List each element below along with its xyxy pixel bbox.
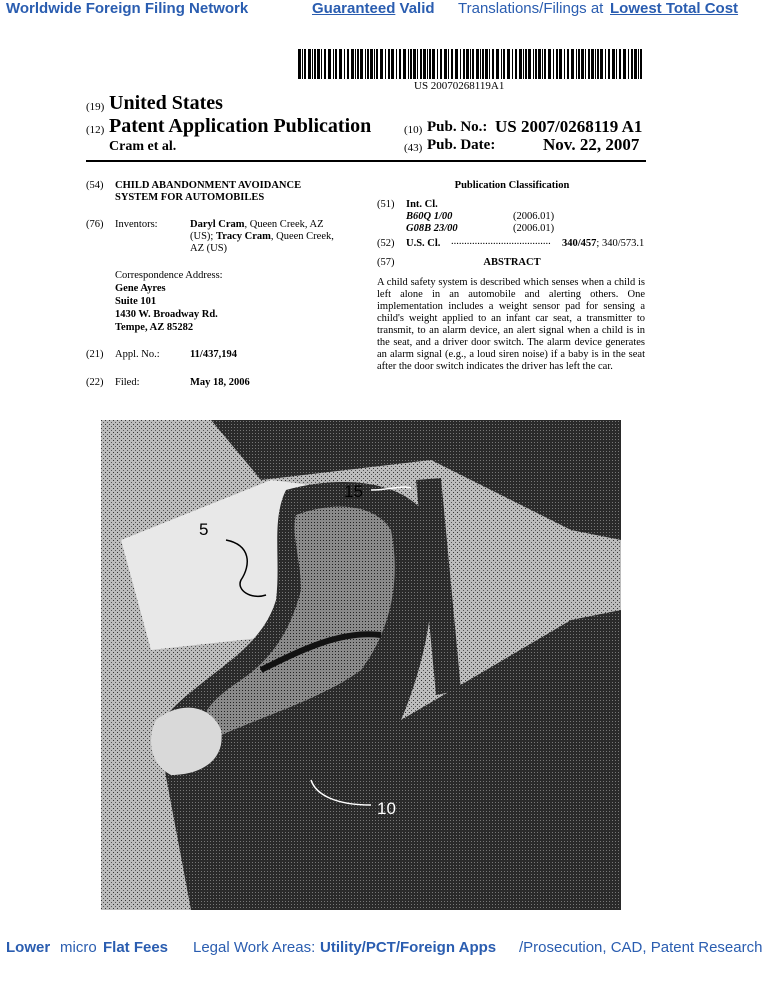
authors: Cram et al. [109,139,177,154]
filed-label: Filed: [115,377,140,388]
int-cl-label: Int. Cl. [406,199,438,210]
tag-76: (76) [86,219,104,230]
barcode-bar [501,49,502,79]
int-cl-year-1: (2006.01) [513,211,555,222]
inventor-1-name: Daryl Cram [190,219,245,230]
barcode-bar [396,49,397,79]
barcode-bar [328,49,331,79]
barcode-bar [638,49,639,79]
barcode-bar [591,49,594,79]
barcode-bar [308,49,311,79]
barcode-bar [472,49,474,79]
banner-valid: Valid [399,0,435,17]
inventors-line-1 [190,219,324,231]
barcode-bar [619,49,621,79]
barcode-bar [623,49,626,79]
country: United States [109,92,223,114]
barcode-bar [578,49,580,79]
barcode-bar [480,49,481,79]
barcode-bar [420,49,422,79]
barcode-bar [485,49,488,79]
banner-micro: micro [60,939,97,956]
title-line-2: SYSTEM FOR AUTOMOBILES [115,192,265,203]
barcode-bar [489,49,490,79]
barcode-number: US 20070268119A1 [414,80,505,92]
us-cl-label: U.S. Cl. [406,238,441,249]
us-cl-leader-dots: ...................................... [451,236,551,247]
banner-guaranteed-valid [312,0,435,17]
int-cl-year-2: (2006.01) [513,223,555,234]
inventors-line-2 [190,231,334,243]
barcode-bar [553,49,554,79]
banner-lower: Lower [6,939,51,956]
corr-line-4: Tempe, AZ 85282 [115,322,194,333]
barcode-bar [466,49,469,79]
title-line-1: CHILD ABANDONMENT AVOIDANCE [115,180,302,191]
barcode-bar [460,49,461,79]
abstract-text: A child safety system is described which senses when a child is left alone in an automobile and alerting others. One implementation includes a weight sensor pad for sensing a child's weight applied to an infant car seat, a transmitter to transmit, to an alarm device, an alert signal when a child is in the seat, and a driver door switch. The alarm device generates an alarm signal (e.g., a loud siren noise) if a baby is in the seat after the door switch indicates the driver has left the car. [377,277,645,372]
publication-classification-heading: Publication Classification [454,180,570,191]
barcode-bar [351,49,354,79]
barcode-bar [538,49,541,79]
figure-label-15: 15 [344,482,363,501]
figure-label-5: 5 [199,520,209,539]
figure-label-10: 10 [377,799,396,818]
barcode-bar [634,49,637,79]
barcode-bar [437,49,438,79]
barcode-bar [347,49,349,79]
barcode-bar [385,49,386,79]
corr-line-1: Gene Ayres [115,283,166,294]
tag-21: (21) [86,349,104,360]
barcode-bar [321,49,322,79]
barcode-bar [333,49,334,79]
barcode-bar [380,49,383,79]
barcode-bar [576,49,577,79]
barcode-bar [427,49,428,79]
tag-51: (51) [377,199,395,210]
barcode-bar [616,49,617,79]
tag-22: (22) [86,377,104,388]
barcode-bar [312,49,313,79]
barcode-bar [640,49,642,79]
barcode-bar [595,49,596,79]
int-cl-code-2: G08B 23/00 [406,223,458,234]
banner-network-text: Worldwide Foreign Filing Network [6,0,249,17]
barcode-bar [399,49,401,79]
abstract-heading: ABSTRACT [483,257,541,268]
barcode-bar [357,49,359,79]
header-rule [86,160,646,162]
barcode-bar [581,49,584,79]
barcode-bar [476,49,479,79]
inventors-line-3: AZ (US) [190,243,228,254]
barcode-bar [376,49,378,79]
barcode-bar [374,49,375,79]
barcode-bar [324,49,326,79]
tag-57: (57) [377,257,395,268]
barcode-bar [370,49,373,79]
barcode-bar [463,49,465,79]
barcode-bar [408,49,409,79]
barcode-bar [367,49,369,79]
tag-54: (54) [86,180,104,191]
inventor-1-country: (US); [190,231,214,242]
barcode-bar [535,49,537,79]
barcode-bar [492,49,494,79]
barcode-bar [528,49,531,79]
barcode-bar [519,49,522,79]
barcode-bar [548,49,551,79]
corr-line-3: 1430 W. Broadway Rd. [115,309,218,320]
barcode [298,49,646,79]
barcode-bar [339,49,342,79]
barcode-bar [585,49,586,79]
barcode-bar [597,49,599,79]
patent-figure-car-seat [101,420,621,910]
barcode-bar [612,49,615,79]
us-cl-value [562,238,644,250]
pub-no: US 2007/0268119 A1 [495,117,643,136]
filed-date: May 18, 2006 [190,377,250,388]
barcode-bar [317,49,320,79]
tag-19: (19) [86,101,105,113]
barcode-bar [417,49,418,79]
banner-utility-link[interactable]: Utility/PCT/Foreign Apps [320,939,497,956]
barcode-bar [496,49,499,79]
barcode-bar [335,49,337,79]
publication-type: Patent Application Publication [109,115,372,137]
inventor-2-location: , Queen Creek, [270,231,334,242]
barcode-bar [588,49,590,79]
int-cl-code-1: B60Q 1/00 [406,211,453,222]
banner-translations: Translations/Filings at [458,0,604,17]
barcode-bar [567,49,569,79]
barcode-bar [448,49,449,79]
inventor-1-location: , Queen Creek, AZ [244,219,324,230]
barcode-bar [298,49,301,79]
barcode-bar [544,49,546,79]
barcode-bar [533,49,534,79]
barcode-bar [515,49,517,79]
barcode-bar [314,49,316,79]
barcode-bar [628,49,629,79]
tag-52: (52) [377,238,395,249]
inventors-label: Inventors: [115,219,158,230]
pub-date: Nov. 22, 2007 [543,135,640,154]
us-cl-main: 340/457 [562,238,597,249]
barcode-bar [605,49,606,79]
barcode-bar [344,49,345,79]
barcode-bar [482,49,484,79]
banner-lowest-cost-link[interactable]: Lowest Total Cost [610,0,739,17]
banner-prosecution: /Prosecution, CAD, Patent Research [519,939,762,956]
barcode-bar [304,49,306,79]
barcode-bar [391,49,394,79]
barcode-bar [451,49,453,79]
barcode-bar [413,49,416,79]
barcode-bar [608,49,610,79]
correspondence-label: Correspondence Address: [115,270,223,281]
tag-10: (10) [404,124,423,136]
banner-guaranteed[interactable]: Guaranteed [312,0,396,17]
barcode-bar [631,49,633,79]
appl-no: 11/437,194 [190,349,237,360]
barcode-bar [388,49,390,79]
barcode-bar [470,49,471,79]
barcode-bar [365,49,366,79]
barcode-bar [423,49,426,79]
barcode-bar [507,49,510,79]
barcode-bar [559,49,562,79]
barcode-bar [600,49,603,79]
tag-43: (43) [404,142,423,154]
barcode-bar [302,49,303,79]
barcode-bar [444,49,447,79]
appl-no-label: Appl. No.: [115,349,160,360]
barcode-bar [455,49,458,79]
barcode-bar [542,49,543,79]
barcode-bar [503,49,505,79]
barcode-bar [523,49,524,79]
barcode-bar [403,49,406,79]
banner-flat-fees: Flat Fees [103,939,169,956]
barcode-bar [429,49,431,79]
pub-no-label: Pub. No.: [427,119,488,135]
barcode-bar [440,49,442,79]
barcode-bar [556,49,558,79]
barcode-bar [564,49,565,79]
us-cl-rest: ; 340/573.1 [596,238,645,249]
barcode-bar [512,49,513,79]
barcode-bar [410,49,412,79]
pub-date-label: Pub. Date: [427,137,496,153]
banner-legal-work-areas: Legal Work Areas: [193,939,316,956]
corr-line-2: Suite 101 [115,296,157,307]
barcode-bar [432,49,435,79]
barcode-bar [525,49,527,79]
tag-12: (12) [86,124,105,136]
inventor-2-name: Tracy Cram [215,231,271,242]
barcode-bar [360,49,363,79]
barcode-bar [571,49,574,79]
barcode-bar [355,49,356,79]
